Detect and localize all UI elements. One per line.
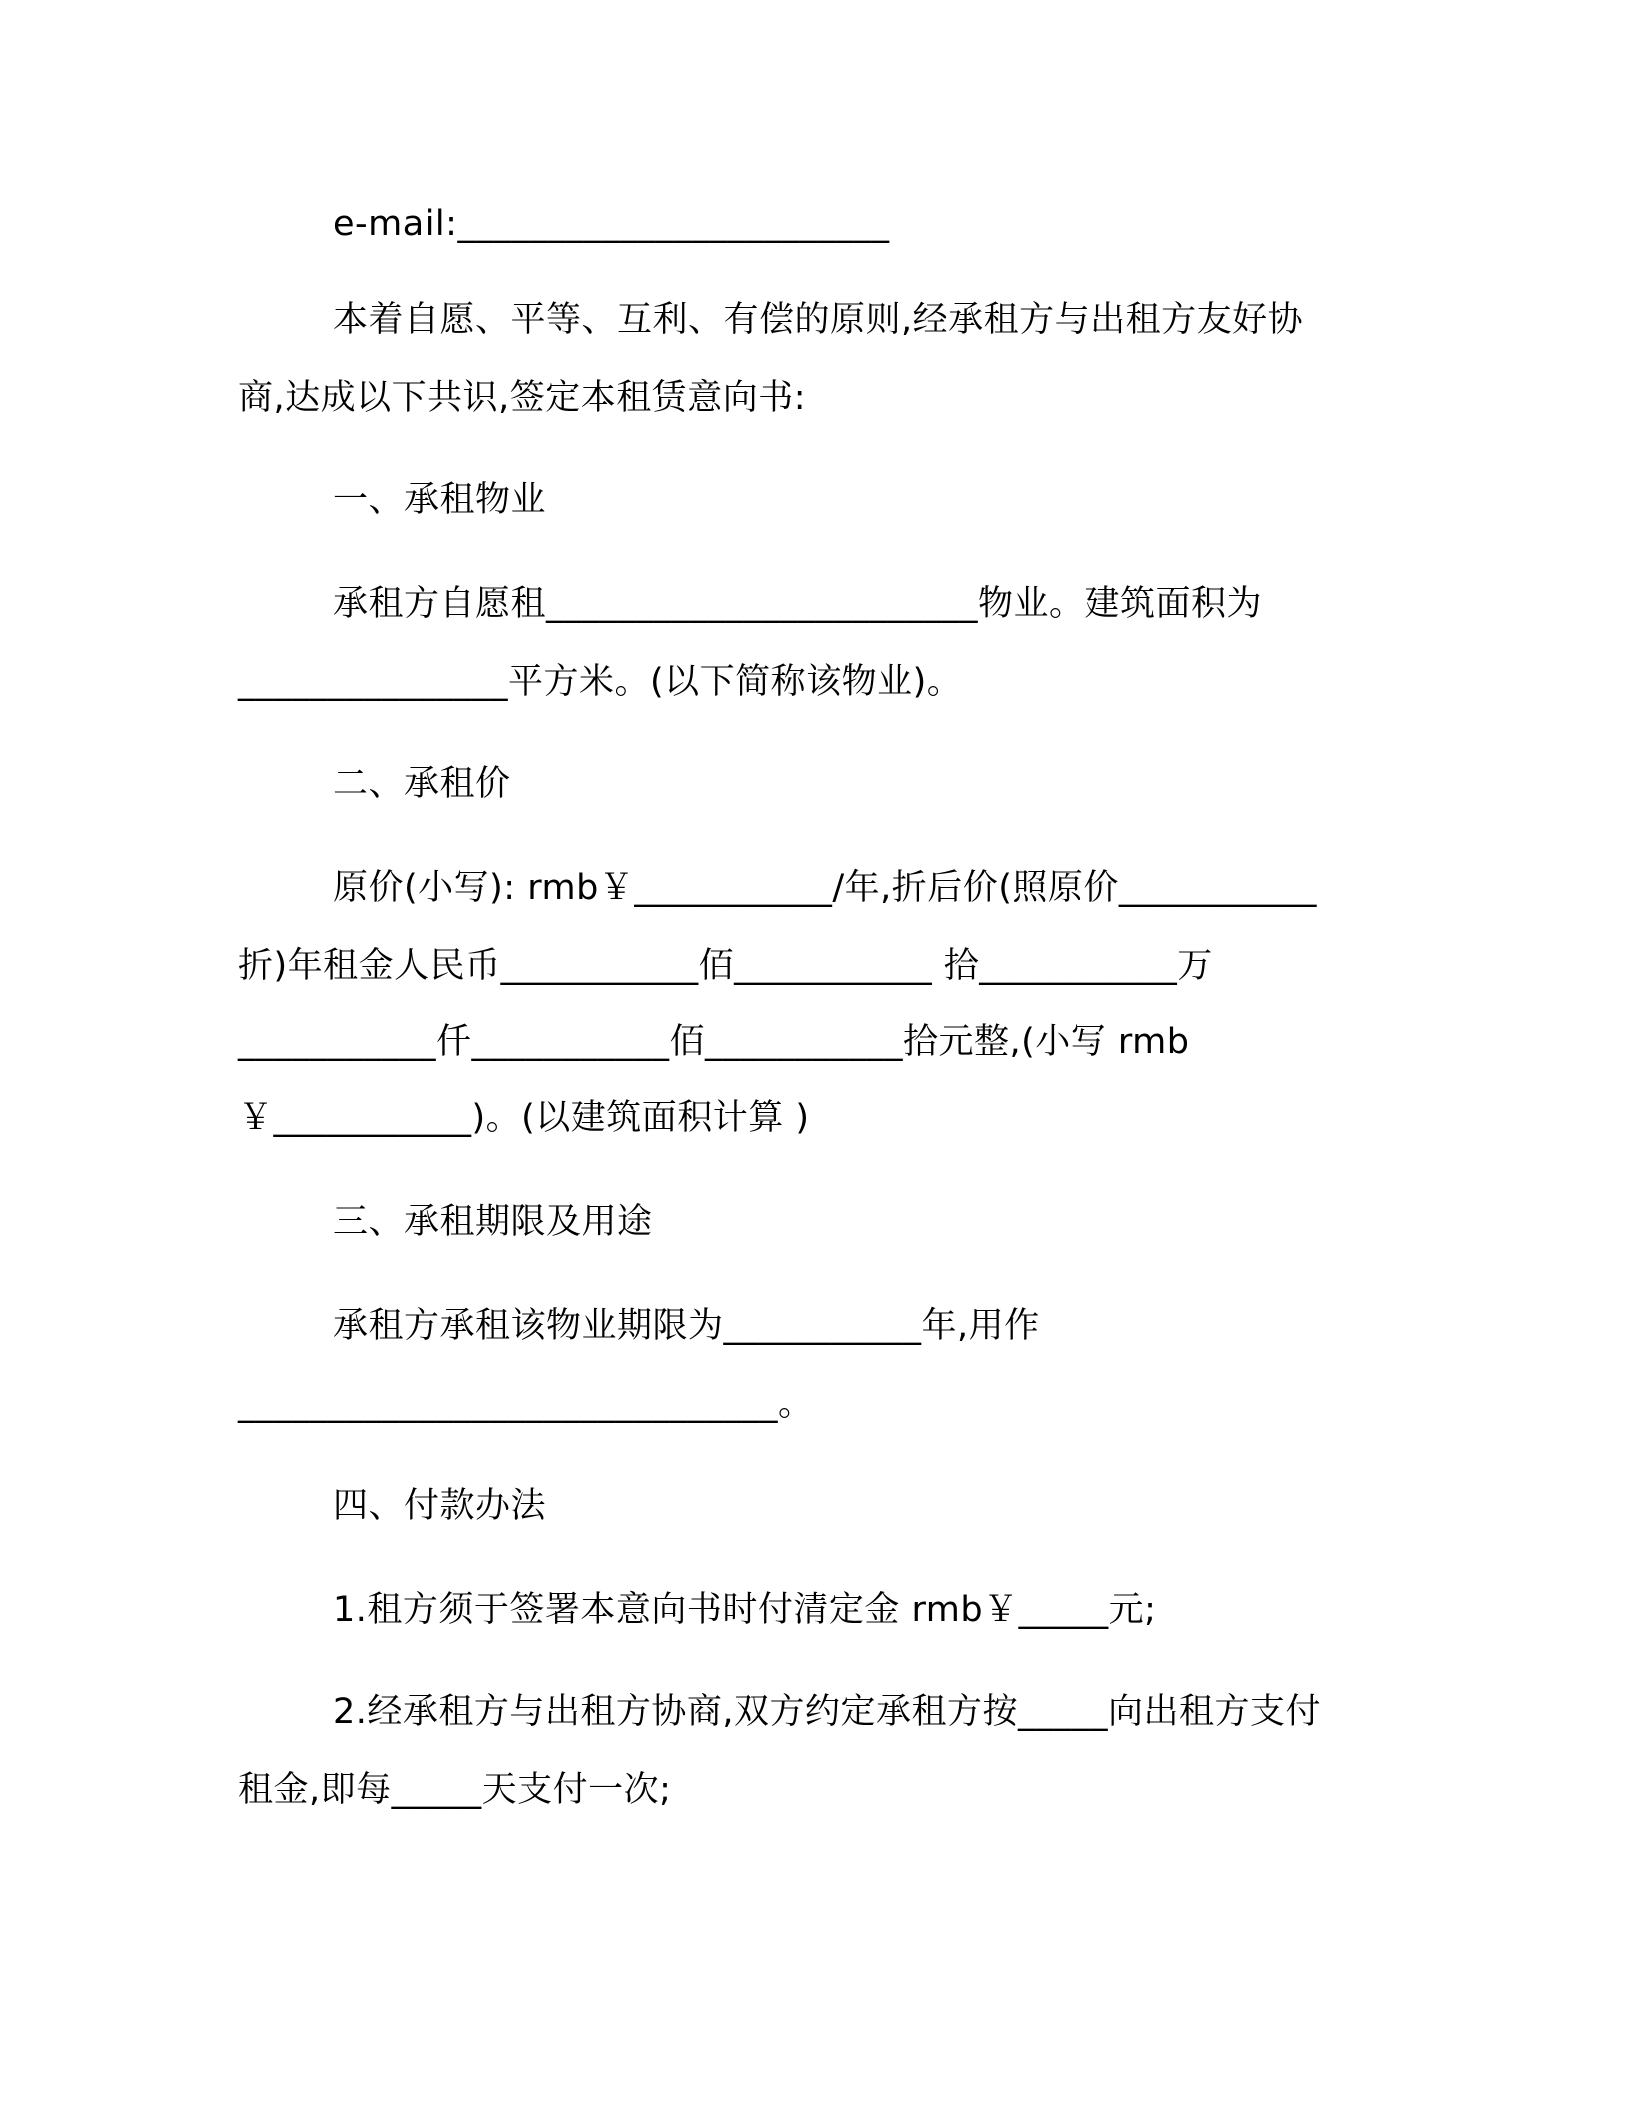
term-clause-line-1: 承租方承租该物业期限为___________年,用作 bbox=[333, 1306, 1040, 1346]
term-clause-line-2: ______________________________。 bbox=[238, 1384, 814, 1424]
price-clause-line-3: ___________仟___________佰___________拾元整,(小写 rmb bbox=[238, 1022, 1190, 1062]
preamble-paragraph-line-1: 本着自愿、平等、互利、有偿的原则,经承租方与出租方友好协 bbox=[333, 300, 1304, 340]
property-clause-line-2: _______________平方米。(以下简称该物业)。 bbox=[238, 662, 963, 702]
section-heading-4: 四、付款办法 bbox=[333, 1486, 547, 1526]
payment-clause-1: 1.租方须于签署本意向书时付清定金 rmb￥_____元; bbox=[333, 1590, 1157, 1630]
payment-clause-2-line-1: 2.经承租方与出租方协商,双方约定承租方按_____向出租方支付 bbox=[333, 1692, 1322, 1732]
email-field-line: e-mail:________________________ bbox=[333, 204, 890, 244]
section-heading-3: 三、承租期限及用途 bbox=[333, 1202, 653, 1242]
preamble-paragraph-line-2: 商,达成以下共识,签定本租赁意向书: bbox=[238, 378, 807, 418]
section-heading-2: 二、承租价 bbox=[333, 764, 511, 804]
property-clause-line-1: 承租方自愿租________________________物业。建筑面积为 bbox=[333, 584, 1263, 624]
price-clause-line-2: 折)年租金人民币___________佰___________ 拾___________万 bbox=[238, 946, 1213, 986]
price-clause-line-4: ￥___________)。(以建筑面积计算 ) bbox=[238, 1098, 810, 1138]
payment-clause-2-line-2: 租金,即每_____天支付一次; bbox=[238, 1770, 672, 1810]
price-clause-line-1: 原价(小写): rmb￥___________/年,折后价(照原价___________ bbox=[333, 868, 1317, 908]
section-heading-1: 一、承租物业 bbox=[333, 480, 547, 520]
